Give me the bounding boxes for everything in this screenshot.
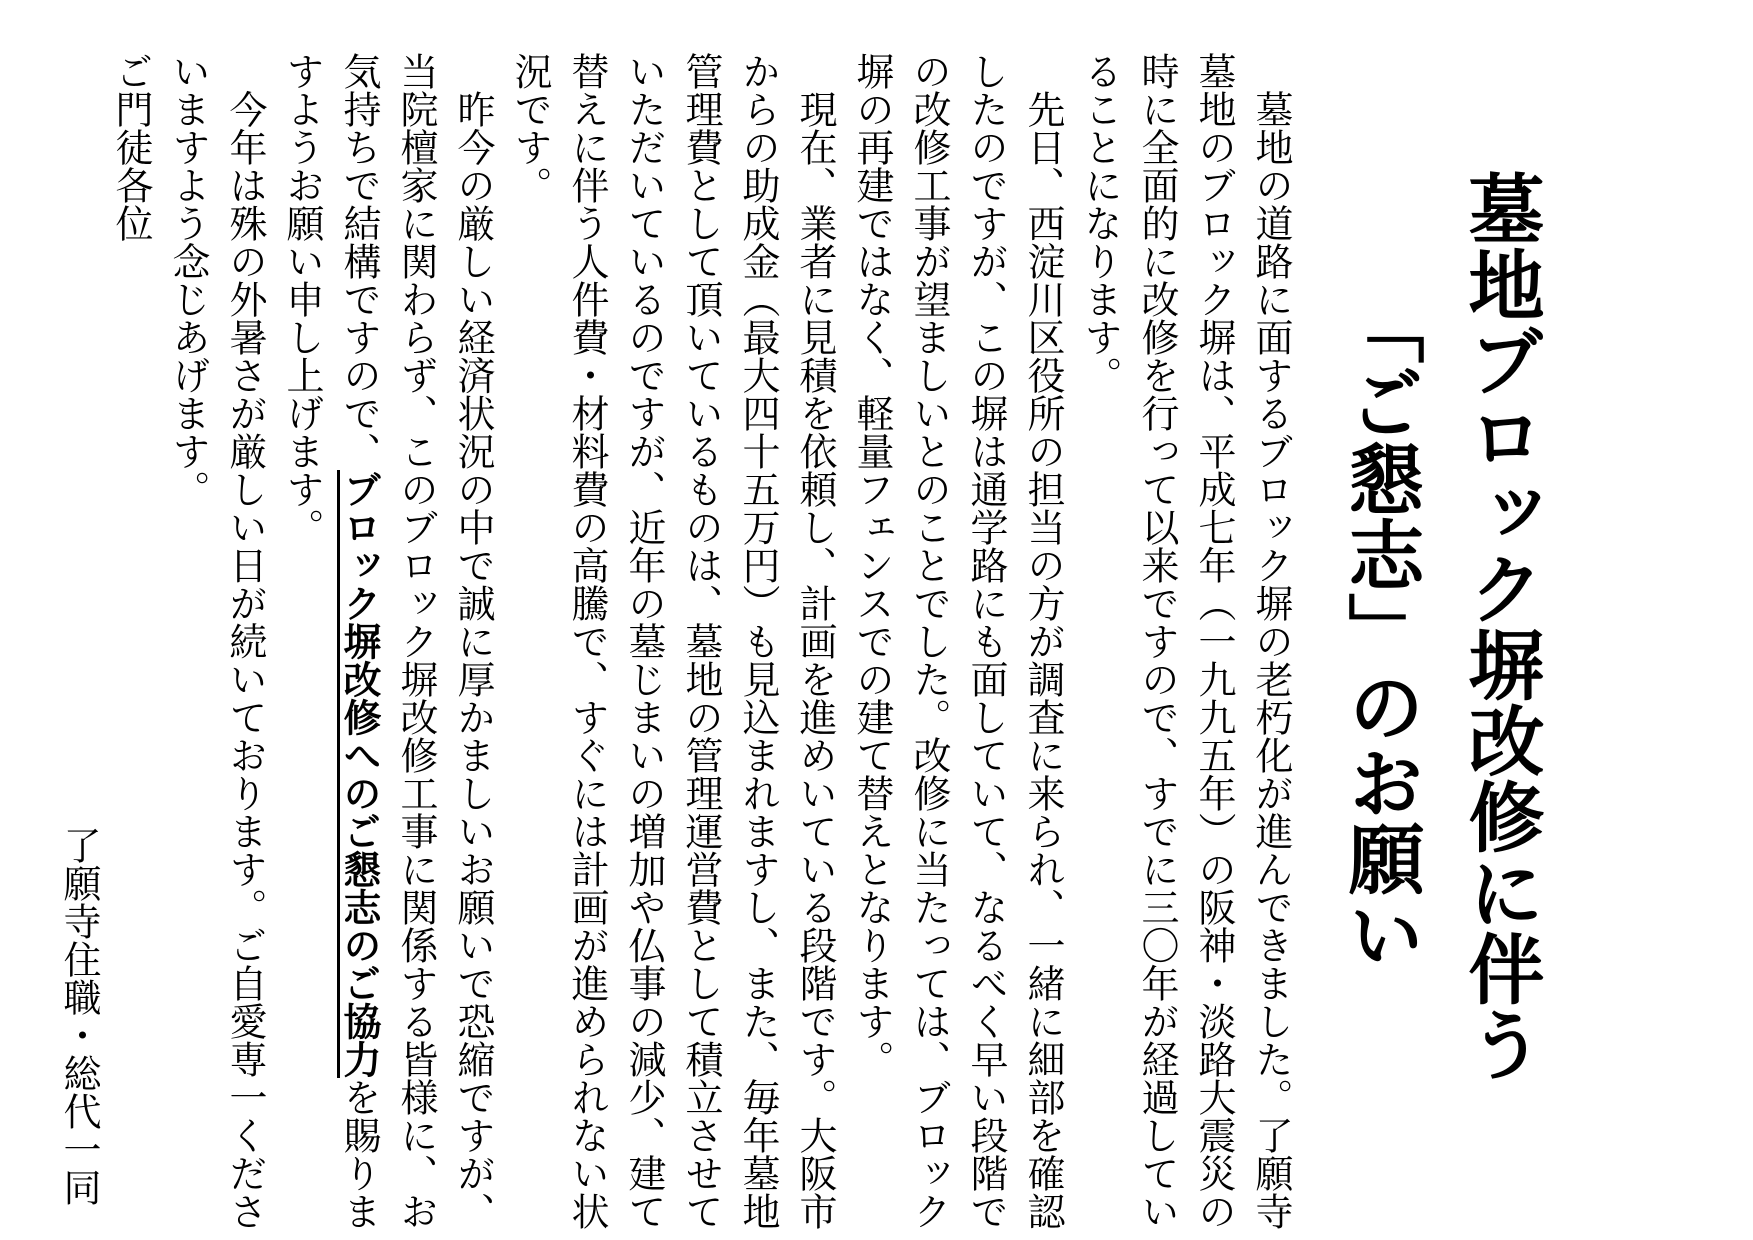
addressee: ご門徒各位 (109, 52, 153, 242)
body-line: 今年は殊の外暑さが厳しい日が続いております。ご自愛専一くださ (223, 90, 267, 1230)
emphasis-request: ブロック塀改修へのご懇志のご協力 (337, 470, 382, 1078)
body-line: 当院檀家に関わらず、このブロック塀改修工事に関係する皆様に、お (394, 52, 438, 1230)
body-line: 現在、業者に見積を依頼し、計画を進めいている段階です。大阪市 (793, 90, 837, 1230)
body-line: からの助成金（最大四十五万円）も見込まれますし、また、毎年墓地 (736, 52, 780, 1230)
body-line (337, 52, 382, 1230)
body-line: の改修工事が望ましいとのことでした。改修に当たっては、ブロック (907, 52, 951, 1230)
body-text: を賜りま (337, 1078, 381, 1230)
body-line: 先日、西淀川区役所の担当の方が調査に来られ、一緒に細部を確認 (1021, 90, 1065, 1230)
body-line: したのですが、この塀は通学路にも面していて、なるべく早い段階で (964, 52, 1008, 1230)
body-line: いただいているのですが、近年の墓じまいの増加や仏事の減少、建て (622, 52, 666, 1230)
body-line: 墓地の道路に面するブロック塀の老朽化が進んできました。了願寺 (1249, 90, 1293, 1230)
body-line: 塀の再建ではなく、軽量フェンスでの建て替えとなります。 (850, 52, 894, 1078)
body-line: いますよう念じあげます。 (166, 52, 210, 508)
body-text: 気持ちで結構ですので、 (337, 52, 381, 470)
title-line-1: 墓地ブロック塀改修に伴う (1456, 170, 1545, 1082)
body-line: すようお願い申し上げます。 (280, 52, 324, 546)
body-line: 昨今の厳しい経済状況の中で誠に厚かましいお願いで恐縮ですが、 (451, 90, 495, 1230)
body-line: 管理費として頂いているものは、墓地の管理運営費として積立させて (679, 52, 723, 1230)
body-line: 況です。 (508, 52, 552, 204)
body-line: 替えに伴う人件費・材料費の高騰で、すぐには計画が進められない状 (565, 52, 609, 1230)
signature: 了願寺住職・総代一同 (57, 826, 101, 1206)
title-line-2: 「ご懇志」のお願い (1336, 288, 1425, 972)
body-line: 時に全面的に改修を行って以来ですので、すでに三〇年が経過してい (1135, 52, 1179, 1230)
body-line: ることになります。 (1078, 52, 1122, 394)
body-line: 墓地のブロック塀は、平成七年（一九九五年）の阪神・淡路大震災の (1192, 52, 1236, 1230)
